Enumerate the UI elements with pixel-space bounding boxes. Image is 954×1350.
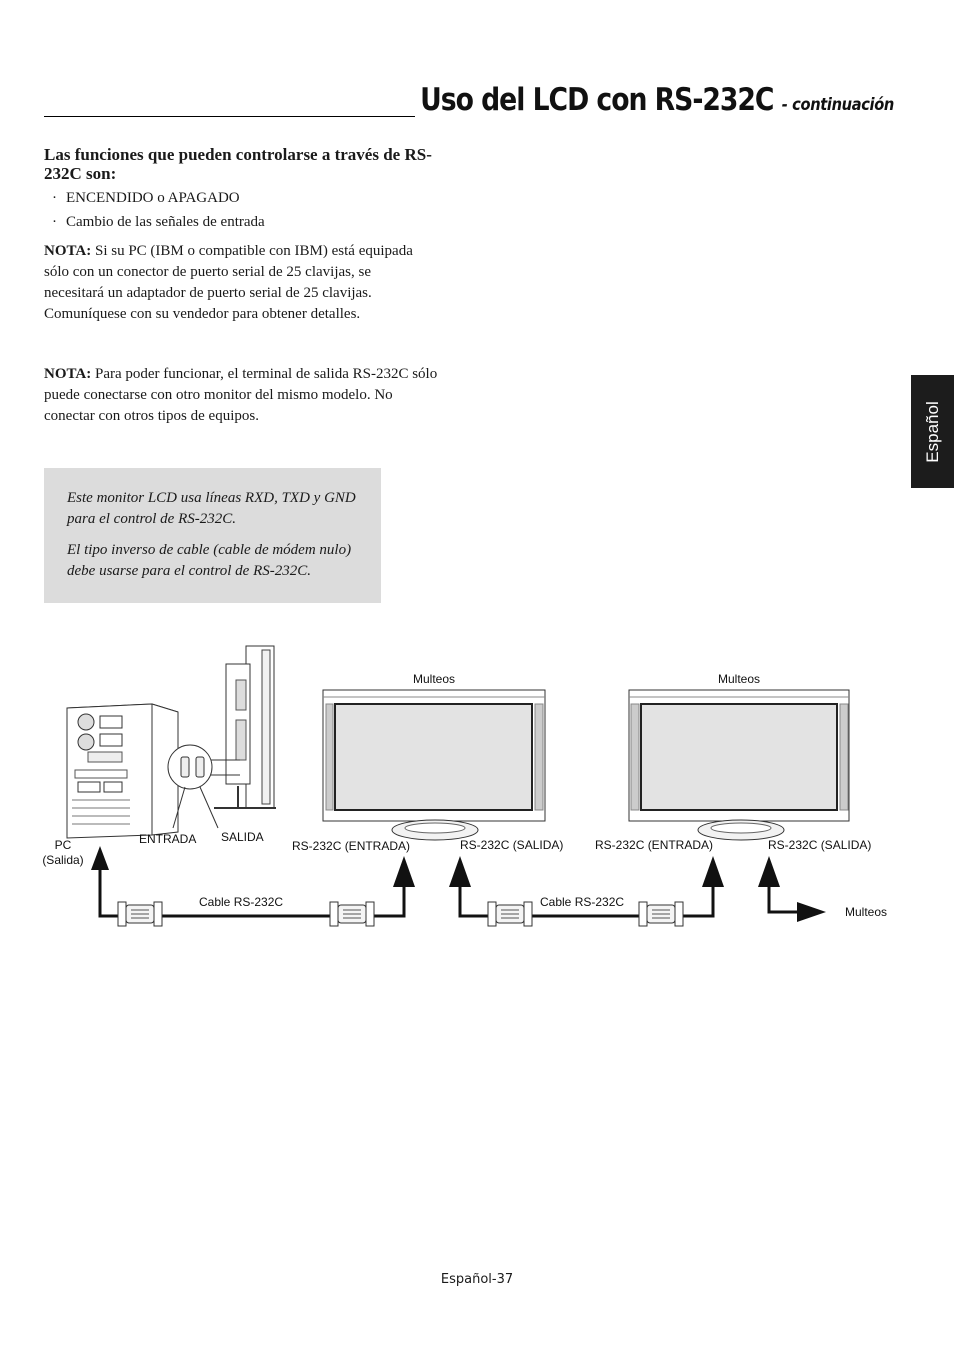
arrow-up-icon (91, 846, 109, 870)
cable-2-label: Cable RS-232C (540, 895, 625, 909)
section-heading: Las funciones que pueden controlarse a través de RS-232C son: (44, 145, 432, 183)
monitor-2-icon (629, 690, 849, 840)
dsub-connector-icon (488, 902, 532, 926)
note-2-text: Para poder funcionar, el terminal de salida RS-232C sólo puede conectarse con otro monitor del mismo modelo. No conectar con otros tipos de equipos. (44, 366, 438, 424)
salida-label: SALIDA (221, 830, 264, 844)
entrada-label: ENTRADA (139, 832, 197, 846)
dsub-connector-icon (330, 902, 374, 926)
pc-label: PC (54, 838, 72, 852)
pc-sub-label: (Salida) (42, 853, 84, 867)
note-1-label: NOTA: (44, 243, 92, 259)
info-box-paragraph-1: Este monitor LCD usa líneas RXD, TXD y GND para el control de RS-232C. (67, 490, 356, 527)
dsub-connector-icon (639, 902, 683, 926)
title-subtitle: - continuación (781, 95, 894, 115)
title-main: Uso del LCD con RS-232C (420, 82, 774, 118)
lcd-side-view-icon (214, 646, 276, 808)
arrow-up-icon (758, 856, 780, 887)
note-1-text: Si su PC (IBM o compatible con IBM) está equipada sólo con un conector de puerto serial de 25 clavijas, se necesitará un adaptador de puerto serial de 25 clavijas. Comuníquese con su vendedor para obtener detalles. (44, 243, 413, 322)
monitor-2-output-label: RS-232C (SALIDA) (768, 838, 872, 852)
list-item-text: Cambio de las señales de entrada (66, 214, 265, 230)
info-box-paragraph-2: El tipo inverso de cable (cable de módem nulo) debe usarse para el control de RS-232C. (67, 542, 352, 579)
note-2-label: NOTA: (44, 366, 92, 382)
list-item-text: ENCENDIDO o APAGADO (66, 190, 240, 206)
monitor-1-label: Multeos (412, 672, 456, 686)
next-monitor-label: Multeos (845, 905, 888, 919)
page-number: Español-37 (440, 1272, 514, 1287)
monitor-2-input-label: RS-232C (ENTRADA) (595, 838, 714, 852)
language-tab-label: Español (922, 400, 942, 463)
monitor-1-output-label: RS-232C (SALIDA) (460, 838, 564, 852)
arrow-right-icon (797, 902, 826, 922)
dsub-connector-icon (118, 902, 162, 926)
monitor-2-label: Multeos (717, 672, 761, 686)
arrow-up-icon (449, 856, 471, 887)
bullet-icon: · (52, 214, 57, 230)
bullet-icon: · (52, 190, 57, 206)
pc-tower-icon (67, 704, 178, 838)
cable-1-label: Cable RS-232C (199, 895, 284, 909)
monitor-1-icon (323, 690, 545, 840)
monitor-1-input-label: RS-232C (ENTRADA) (292, 839, 411, 853)
arrow-up-icon (702, 856, 724, 887)
arrow-up-icon (393, 856, 415, 887)
